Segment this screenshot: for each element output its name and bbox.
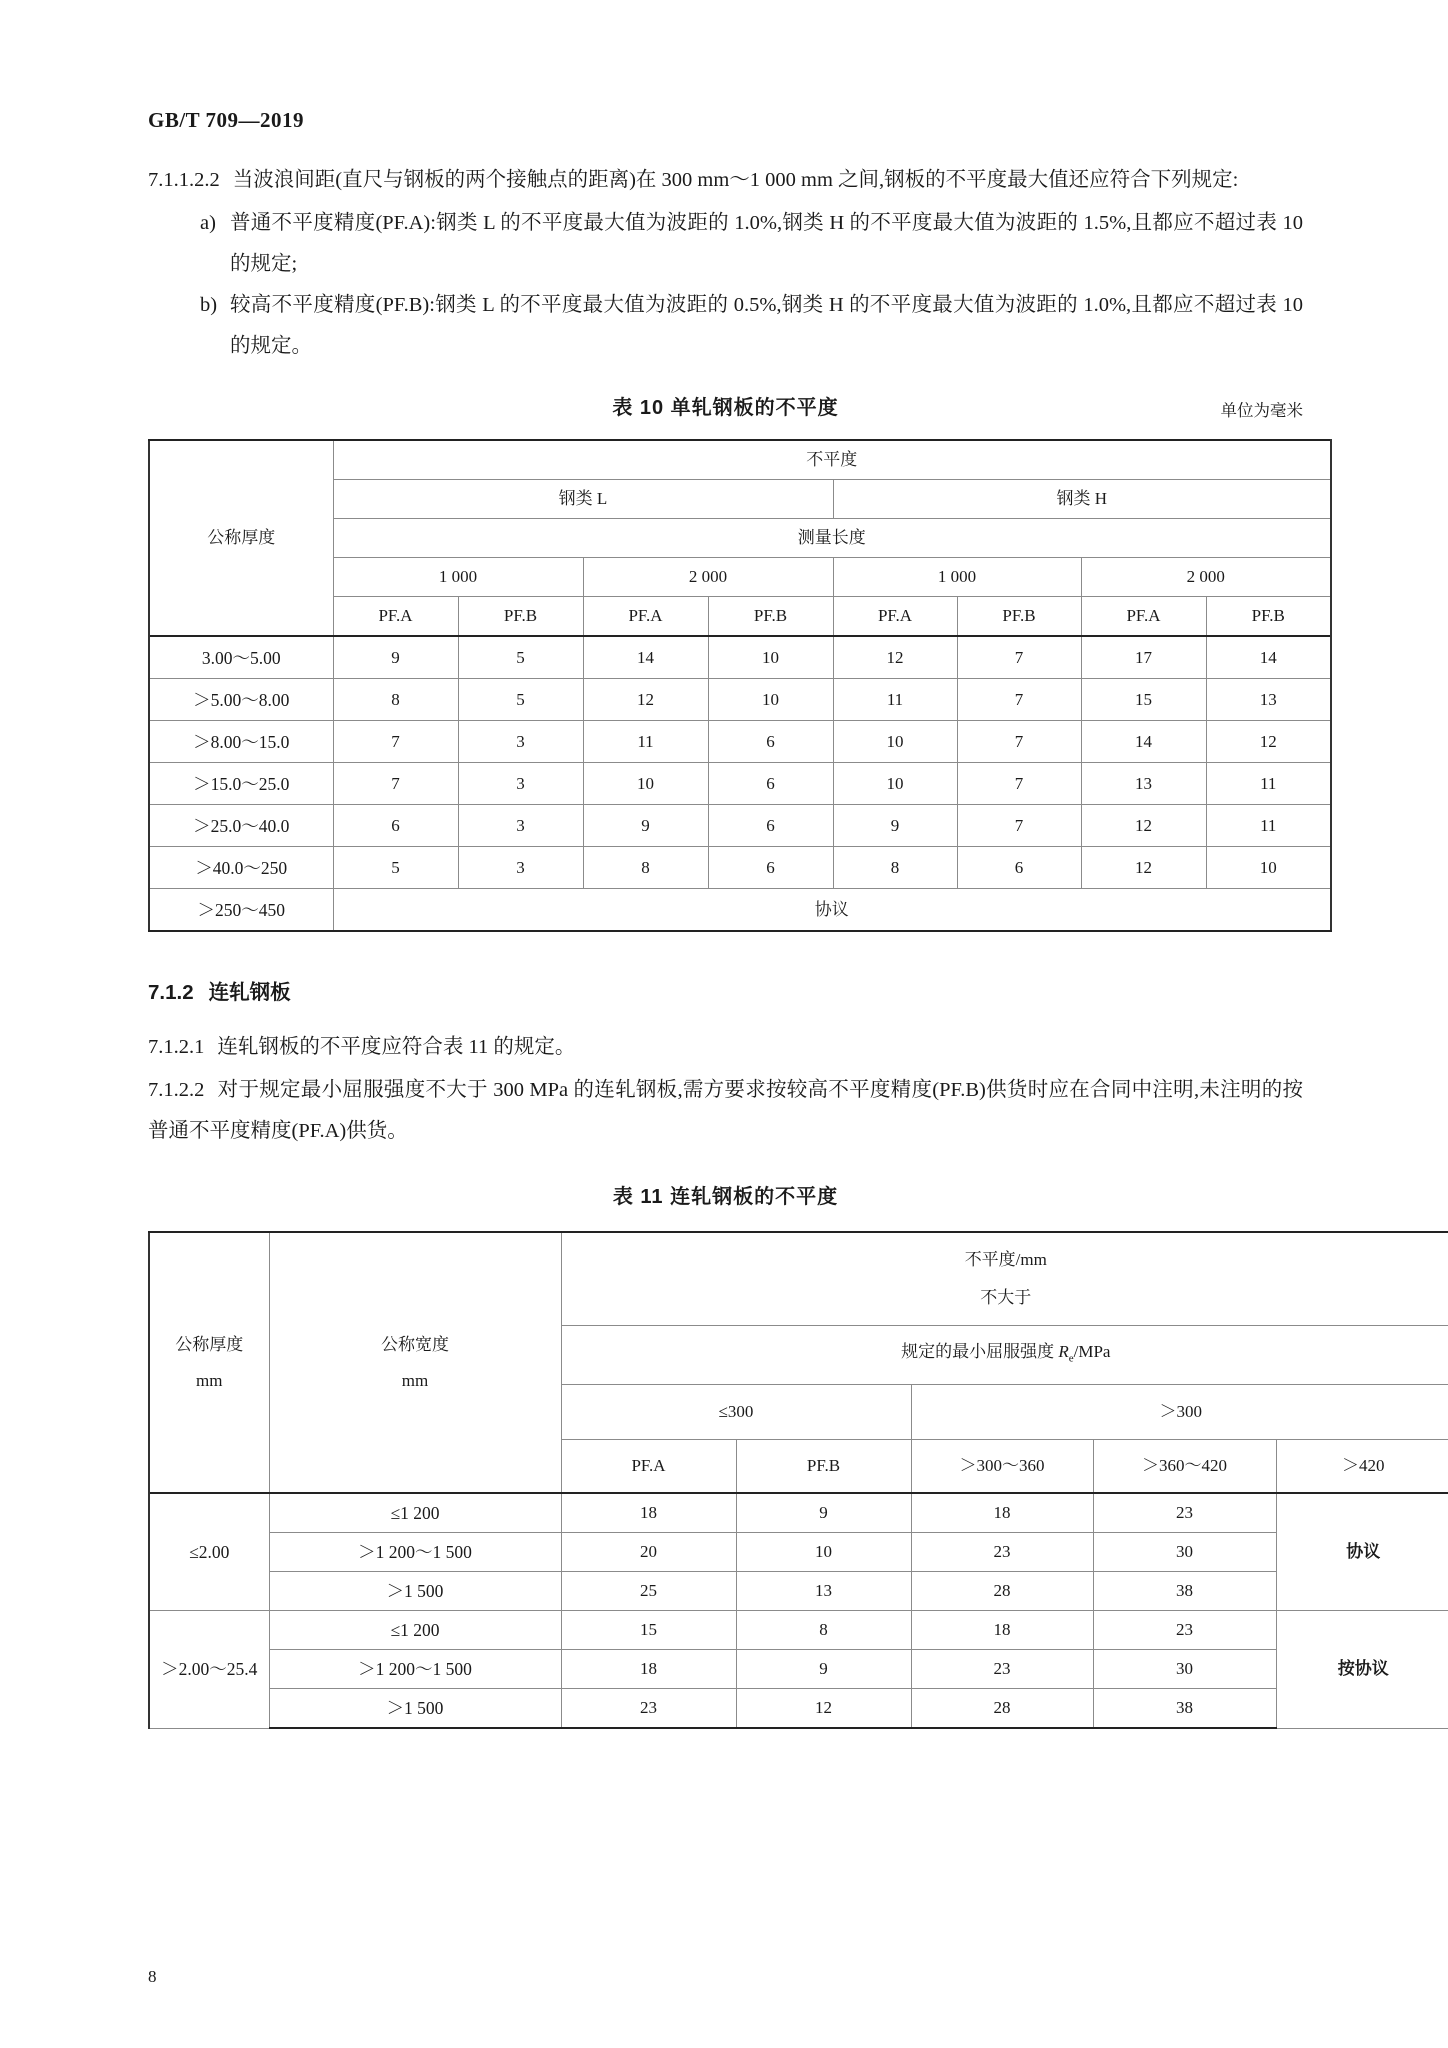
header-pf-a: PF.A: [833, 597, 957, 637]
cell-value: 7: [957, 679, 1081, 721]
table-row: [149, 1572, 1448, 1611]
cell-value: 12: [1081, 805, 1206, 847]
table-11-continuous-rolled-plate-flatness: [148, 1231, 1448, 1729]
clause-text: 对于规定最小屈服强度不大于 300 MPa 的连轧钢板,需方要求按较高不平度精度(PF.B)供货时应在合同中注明,未注明的按普通不平度精度(PF.A)供货。: [148, 1079, 1303, 1142]
row-thickness: ＞8.00～15.0: [149, 721, 333, 763]
header-gt-300: ＞300: [911, 1385, 1448, 1440]
cell-value: 5: [458, 679, 583, 721]
cell-value: 10: [1206, 847, 1331, 889]
table-10-single-rolled-plate-flatness: [148, 439, 1332, 932]
row-thickness: ＞25.0～40.0: [149, 805, 333, 847]
table-row: [149, 889, 1331, 932]
header-nominal-thickness: 公称厚度: [149, 440, 333, 636]
clause-7-1-1-2-2: [148, 160, 1303, 201]
list-marker: b): [200, 294, 218, 316]
table-row: [149, 679, 1331, 721]
yield-symbol-subscript: e: [1068, 1352, 1074, 1365]
row-width: ＞1 500: [269, 1572, 561, 1611]
cell-value: 23: [911, 1533, 1093, 1572]
table-row: [149, 636, 1331, 679]
cell-value: 14: [1206, 636, 1331, 679]
row-width: ＞1 200～1 500: [269, 1533, 561, 1572]
cell-value: 3: [458, 847, 583, 889]
header-length-2000-l: 2 000: [583, 558, 833, 597]
list-item-text: 普通不平度精度(PF.A):钢类 L 的不平度最大值为波距的 1.0%,钢类 H 的不平度最大值为波距的 1.5%,且都应不超过表 10 的规定;: [230, 212, 1303, 275]
cell-value: 23: [561, 1689, 736, 1729]
row-width: ＞1 500: [269, 1689, 561, 1729]
cell-value: 8: [736, 1611, 911, 1650]
cell-value: 9: [583, 805, 708, 847]
cell-value: 6: [333, 805, 458, 847]
header-pf-a: PF.A: [333, 597, 458, 637]
row-thickness: ＞40.0～250: [149, 847, 333, 889]
cell-agreement: 按协议: [1276, 1611, 1448, 1729]
heading-7-1-2: [148, 972, 1303, 1013]
header-gt-420: ＞420: [1276, 1440, 1448, 1494]
cell-value: 10: [583, 763, 708, 805]
header-le-300: ≤300: [561, 1385, 911, 1440]
cell-value: 7: [957, 805, 1081, 847]
header-length-1000-h: 1 000: [833, 558, 1081, 597]
clause-number: 7.1.1.2.2: [148, 169, 220, 191]
cell-value: 6: [708, 847, 833, 889]
header-not-greater-than: 不大于: [980, 1288, 1032, 1307]
table-10-unit-note: 单位为毫米: [1220, 401, 1303, 420]
header-flatness-mm: 不平度/mm: [964, 1250, 1047, 1269]
cell-value: 10: [736, 1533, 911, 1572]
cell-value: 28: [911, 1689, 1093, 1729]
cell-value: 13: [1206, 679, 1331, 721]
page-header-standard-number: GB/T 709—2019: [148, 108, 305, 132]
cell-value: 11: [583, 721, 708, 763]
heading-title: 连轧钢板: [208, 981, 291, 1004]
header-nominal-thickness: [149, 1232, 269, 1493]
row-thickness-group: ≤2.00: [149, 1493, 269, 1611]
header-width-unit: mm: [401, 1370, 429, 1390]
cell-value: 15: [561, 1611, 736, 1650]
header-pf-a: PF.A: [583, 597, 708, 637]
cell-value: 15: [1081, 679, 1206, 721]
cell-value: 10: [833, 763, 957, 805]
row-thickness: ＞15.0～25.0: [149, 763, 333, 805]
cell-value: 8: [333, 679, 458, 721]
table-row: [149, 1650, 1448, 1689]
cell-value: 7: [957, 721, 1081, 763]
cell-value: 11: [1206, 805, 1331, 847]
cell-value: 13: [1081, 763, 1206, 805]
table-row: [149, 847, 1331, 889]
list-item-text: 较高不平度精度(PF.B):钢类 L 的不平度最大值为波距的 0.5%,钢类 H 的不平度最大值为波距的 1.0%,且都应不超过表 10 的规定。: [230, 294, 1303, 357]
clause-number: 7.1.2.2: [148, 1079, 205, 1101]
cell-value: 18: [561, 1650, 736, 1689]
table-row: [149, 721, 1331, 763]
row-width: ＞1 200～1 500: [269, 1650, 561, 1689]
header-steel-class-h: 钢类 H: [833, 480, 1331, 519]
cell-value: 38: [1093, 1689, 1276, 1729]
table-row: [149, 1611, 1448, 1650]
cell-value: 6: [957, 847, 1081, 889]
clause-text: 当波浪间距(直尺与钢板的两个接触点的距离)在 300 mm～1 000 mm 之间,钢板的不平度最大值还应符合下列规定:: [232, 169, 1239, 191]
cell-value: 11: [833, 679, 957, 721]
cell-value: 17: [1081, 636, 1206, 679]
yield-label-post: /MPa: [1073, 1341, 1111, 1361]
page-number: 8: [148, 1967, 157, 1986]
cell-value: 9: [736, 1493, 911, 1533]
header-steel-class-l: 钢类 L: [333, 480, 833, 519]
table-row: [149, 1533, 1448, 1572]
row-width: ≤1 200: [269, 1611, 561, 1650]
cell-value: 6: [708, 763, 833, 805]
cell-value: 10: [708, 679, 833, 721]
header-nominal-width: [269, 1232, 561, 1493]
header-specified-min-yield-strength: [561, 1326, 1448, 1385]
cell-value: 20: [561, 1533, 736, 1572]
yield-label-pre: 规定的最小屈服强度: [901, 1341, 1059, 1361]
cell-value: 18: [561, 1493, 736, 1533]
clause-list: [148, 203, 1303, 367]
cell-value: 12: [736, 1689, 911, 1729]
cell-value: 9: [736, 1650, 911, 1689]
cell-value: 8: [583, 847, 708, 889]
cell-value: 5: [458, 636, 583, 679]
row-thickness: ＞5.00～8.00: [149, 679, 333, 721]
cell-value: 12: [1206, 721, 1331, 763]
document-body: [148, 160, 1389, 1729]
cell-value: 7: [957, 636, 1081, 679]
cell-value: 23: [1093, 1493, 1276, 1533]
cell-value: 9: [833, 805, 957, 847]
clause-7-1-2-2: [148, 1070, 1303, 1152]
list-item: [148, 285, 1303, 367]
row-thickness: 3.00～5.00: [149, 636, 333, 679]
cell-value: 8: [833, 847, 957, 889]
header-length-1000-l: 1 000: [333, 558, 583, 597]
cell-value: 30: [1093, 1533, 1276, 1572]
cell-value: 18: [911, 1493, 1093, 1533]
cell-value: 11: [1206, 763, 1331, 805]
table-row: [149, 440, 1331, 480]
header-pf-a: PF.A: [1081, 597, 1206, 637]
header-width-label: 公称宽度: [381, 1334, 449, 1354]
row-width: ≤1 200: [269, 1493, 561, 1533]
cell-agreement: 协议: [1276, 1493, 1448, 1611]
cell-value: 13: [736, 1572, 911, 1611]
header-range-300-360: ＞300～360: [911, 1440, 1093, 1494]
cell-value: 25: [561, 1572, 736, 1611]
table-row: [149, 1689, 1448, 1729]
header-flatness-block: [561, 1232, 1448, 1326]
cell-value: 10: [708, 636, 833, 679]
cell-value: 6: [708, 805, 833, 847]
header-pf-b: PF.B: [708, 597, 833, 637]
cell-value: 9: [333, 636, 458, 679]
header-measure-length: 测量长度: [333, 519, 1331, 558]
row-thickness: ＞250～450: [149, 889, 333, 932]
table-11-caption-row: [148, 1180, 1303, 1209]
clause-number: 7.1.2.1: [148, 1036, 205, 1058]
cell-value: 12: [583, 679, 708, 721]
cell-value: 3: [458, 805, 583, 847]
list-marker: a): [200, 212, 216, 234]
cell-value: 38: [1093, 1572, 1276, 1611]
cell-value: 12: [833, 636, 957, 679]
cell-value: 5: [333, 847, 458, 889]
table-row: [149, 805, 1331, 847]
header-thickness-unit: mm: [196, 1370, 223, 1390]
cell-value: 18: [911, 1611, 1093, 1650]
cell-value: 10: [833, 721, 957, 763]
header-pf-b: PF.B: [736, 1440, 911, 1494]
header-pf-b: PF.B: [957, 597, 1081, 637]
cell-value: 28: [911, 1572, 1093, 1611]
cell-value: 30: [1093, 1650, 1276, 1689]
cell-value: 14: [1081, 721, 1206, 763]
cell-value: 12: [1081, 847, 1206, 889]
header-flatness: 不平度: [333, 440, 1331, 480]
cell-value: 3: [458, 763, 583, 805]
cell-value: 7: [333, 721, 458, 763]
clause-text: 连轧钢板的不平度应符合表 11 的规定。: [217, 1036, 576, 1058]
cell-agreement: 协议: [333, 889, 1331, 932]
clause-7-1-2-1: [148, 1027, 1303, 1068]
list-item: [148, 203, 1303, 285]
cell-value: 7: [957, 763, 1081, 805]
yield-symbol: R: [1058, 1341, 1069, 1361]
cell-value: 23: [1093, 1611, 1276, 1650]
row-thickness-group: ＞2.00～25.4: [149, 1611, 269, 1729]
table-row: [149, 1493, 1448, 1533]
header-length-2000-h: 2 000: [1081, 558, 1331, 597]
table-10-caption: 表 10 单轧钢板的不平度: [612, 397, 839, 419]
header-pf-b: PF.B: [458, 597, 583, 637]
header-pf-a: PF.A: [561, 1440, 736, 1494]
table-row: [149, 763, 1331, 805]
cell-value: 7: [333, 763, 458, 805]
header-range-360-420: ＞360～420: [1093, 1440, 1276, 1494]
cell-value: 6: [708, 721, 833, 763]
header-pf-b: PF.B: [1206, 597, 1331, 637]
table-row: [149, 1232, 1448, 1326]
cell-value: 23: [911, 1650, 1093, 1689]
table-11-caption: 表 11 连轧钢板的不平度: [612, 1186, 839, 1208]
cell-value: 3: [458, 721, 583, 763]
table-10-caption-row: [148, 391, 1303, 425]
heading-number: 7.1.2: [148, 981, 194, 1004]
cell-value: 14: [583, 636, 708, 679]
header-thickness-label: 公称厚度: [175, 1334, 244, 1354]
